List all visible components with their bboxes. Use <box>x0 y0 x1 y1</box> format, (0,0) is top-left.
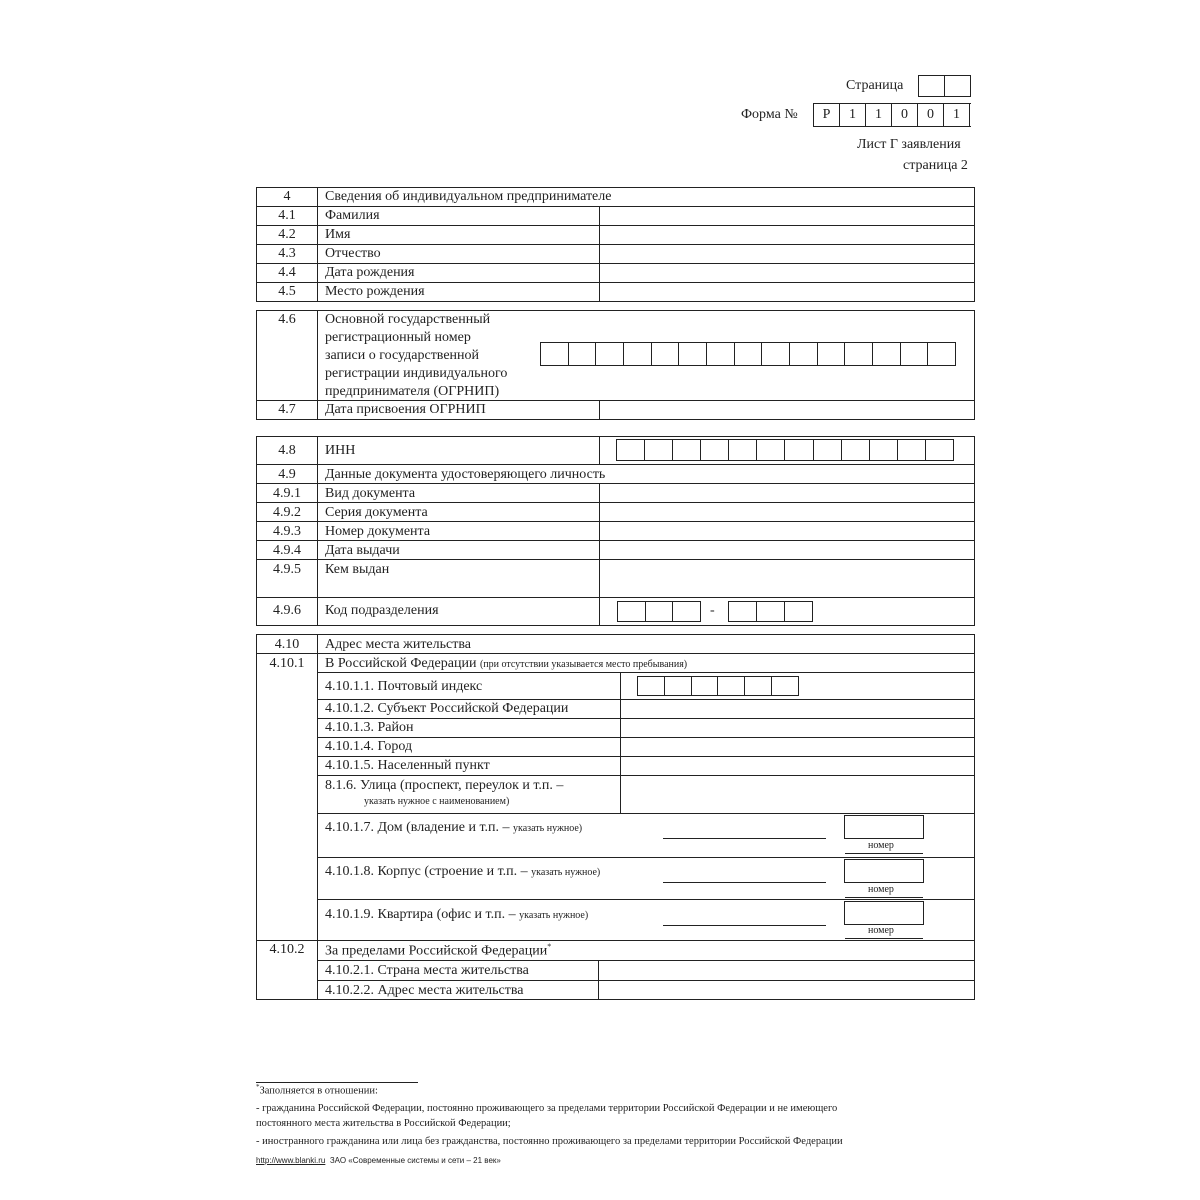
source-link[interactable]: http://www.blanki.ru <box>256 1156 326 1165</box>
flat-number-box[interactable] <box>844 901 924 925</box>
ogrnip-date-label: Дата присвоения ОГРНИП <box>325 402 486 417</box>
row-num: 4.7 <box>278 402 296 417</box>
abroad-country-label: 4.10.2.1. Страна места жительства <box>325 963 529 978</box>
address-title: Адрес места жительства <box>325 637 471 652</box>
house-number-caption: номер <box>868 840 894 851</box>
row-num: 4.1 <box>278 208 296 223</box>
city-field[interactable] <box>622 738 973 755</box>
doc-series-field[interactable] <box>601 503 973 520</box>
district-field[interactable] <box>622 719 973 736</box>
row-num: 4 <box>283 189 291 204</box>
birth-place-field[interactable] <box>601 283 973 300</box>
abroad-country-field[interactable] <box>600 961 973 979</box>
form-code-cell: Р <box>814 104 840 126</box>
ogrnip-digit-boxes[interactable] <box>540 342 956 366</box>
footnote-line: - гражданина Российской Федерации, постоянно проживающего за пределами территории Российской Федерации и не имеющего <box>256 1103 838 1114</box>
doc-title: Данные документа удостоверяющего личность <box>325 467 606 482</box>
form-code-cell: 1 <box>944 104 970 126</box>
rf-address-note: (при отсутствии указывается место пребывания) <box>479 659 688 670</box>
doc-series-label: Серия документа <box>325 505 428 520</box>
row-num: 4.9.1 <box>273 486 301 501</box>
footnote-line: - иностранного гражданина или лица без гражданства, постоянно проживающего за пределами территории Российской Федерации <box>256 1136 843 1147</box>
surname-label: Фамилия <box>325 208 380 223</box>
patronymic-field[interactable] <box>601 245 973 262</box>
ogrnip-label-line: предпринимателя (ОГРНИП) <box>325 384 500 399</box>
form-label: Форма № <box>741 107 798 122</box>
form-code-cell: 0 <box>892 104 918 126</box>
settlement-label: 4.10.1.5. Населенный пункт <box>325 758 490 773</box>
page-number-boxes[interactable] <box>918 75 971 97</box>
row-num: 4.3 <box>278 246 296 261</box>
korpus-label-text: 4.10.1.8. Корпус (строение и т.п. – <box>325 864 528 879</box>
row-num: 4.9.5 <box>273 562 301 577</box>
footnote-title <box>256 1083 378 1099</box>
rf-address-title: В Российской Федерации <box>325 656 477 671</box>
form-code-cell: 1 <box>866 104 892 126</box>
house-label <box>325 821 582 835</box>
doc-issuer-field[interactable] <box>601 560 973 596</box>
abroad-label <box>325 943 551 959</box>
footnote-line: постоянного места жительства в Российской Федерации; <box>256 1118 511 1129</box>
street-label: 8.1.6. Улица (проспект, переулок и т.п. – <box>325 778 564 793</box>
postal-index-boxes[interactable] <box>637 676 799 696</box>
rf-address-label <box>325 657 687 671</box>
row-num: 4.9.6 <box>273 603 301 618</box>
source-text: ЗАО «Современные системы и сети – 21 век» <box>329 1156 501 1165</box>
inn-digit-boxes[interactable] <box>616 439 954 461</box>
row-num: 4.10.2 <box>269 942 305 957</box>
inn-label: ИНН <box>325 443 356 458</box>
flat-label-text: 4.10.1.9. Квартира (офис и т.п. – <box>325 907 516 922</box>
region-field[interactable] <box>622 700 973 717</box>
street-note: указать нужное с наименованием) <box>364 796 510 807</box>
doc-date-label: Дата выдачи <box>325 543 400 558</box>
source-line <box>256 1156 501 1167</box>
surname-field[interactable] <box>601 207 973 224</box>
doc-issuer-label: Кем выдан <box>325 562 390 577</box>
house-label-text: 4.10.1.7. Дом (владение и т.п. – <box>325 820 510 835</box>
korpus-number-box[interactable] <box>844 859 924 883</box>
row-num: 4.9.2 <box>273 505 301 520</box>
postal-index-label: 4.10.1.1. Почтовый индекс <box>325 679 483 694</box>
district-label: 4.10.1.3. Район <box>325 720 414 735</box>
sheet-label: Лист Г заявления <box>857 137 961 152</box>
row-num: 4.9 <box>278 467 296 482</box>
row-num: 4.4 <box>278 265 296 280</box>
ogrnip-label-line: записи о государственной <box>325 348 480 363</box>
ogrnip-date-field[interactable] <box>601 401 973 419</box>
page-label: Страница <box>846 78 904 93</box>
ogrnip-label-line: регистрационный номер <box>325 330 471 345</box>
flat-type-line[interactable] <box>663 925 826 926</box>
flat-number-caption: номер <box>868 925 894 936</box>
form-code-cell: 0 <box>918 104 944 126</box>
house-type-line[interactable] <box>663 838 826 839</box>
row-num: 4.2 <box>278 227 296 242</box>
city-label: 4.10.1.4. Город <box>325 739 413 754</box>
korpus-number-caption: номер <box>868 884 894 895</box>
korpus-label <box>325 865 600 879</box>
birth-place-label: Место рождения <box>325 284 425 299</box>
name-label: Имя <box>325 227 351 242</box>
ogrnip-label-line: Основной государственный <box>325 312 491 327</box>
house-number-box[interactable] <box>844 815 924 839</box>
korpus-type-line[interactable] <box>663 882 826 883</box>
section-title: Сведения об индивидуальном предпринимателе <box>325 189 612 204</box>
page-digit-box[interactable] <box>919 76 945 96</box>
division-code-label: Код подразделения <box>325 603 439 618</box>
birth-date-label: Дата рождения <box>325 265 415 280</box>
row-num: 4.5 <box>278 284 296 299</box>
doc-number-label: Номер документа <box>325 524 431 539</box>
form-code-boxes <box>813 103 971 127</box>
birth-date-field[interactable] <box>601 264 973 281</box>
division-code-dash: - <box>710 603 715 618</box>
region-label: 4.10.1.2. Субъект Российской Федерации <box>325 701 569 716</box>
division-code-part2[interactable] <box>728 601 813 622</box>
form-code-cell: 1 <box>840 104 866 126</box>
row-num: 4.9.3 <box>273 524 301 539</box>
name-field[interactable] <box>601 226 973 243</box>
row-num: 4.10 <box>274 637 300 652</box>
abroad-label-text: За пределами Российской Федерации <box>325 943 548 959</box>
row-num: 4.8 <box>278 443 296 458</box>
row-num: 4.10.1 <box>269 656 305 671</box>
sheet-page: страница 2 <box>903 158 968 173</box>
korpus-note: указать нужное) <box>531 867 601 878</box>
doc-date-field[interactable] <box>601 541 973 558</box>
settlement-field[interactable] <box>622 757 973 774</box>
row-num: 4.6 <box>278 312 296 327</box>
page-digit-box[interactable] <box>945 76 971 96</box>
doc-type-label: Вид документа <box>325 486 416 501</box>
patronymic-label: Отчество <box>325 246 381 261</box>
abroad-address-field[interactable] <box>600 981 973 999</box>
footnote-title-text: Заполняется в отношении: <box>259 1085 378 1097</box>
street-field[interactable] <box>622 776 973 812</box>
ogrnip-label-line: регистрации индивидуального <box>325 366 508 381</box>
flat-note: указать нужное) <box>519 910 589 921</box>
doc-number-field[interactable] <box>601 522 973 539</box>
flat-label <box>325 908 588 922</box>
doc-type-field[interactable] <box>601 484 973 501</box>
row-num: 4.9.4 <box>273 543 301 558</box>
footnote-mark: * <box>256 1083 260 1091</box>
division-code-part1[interactable] <box>617 601 701 622</box>
footnote-mark: * <box>547 942 552 951</box>
house-note: указать нужное) <box>513 823 583 834</box>
abroad-address-label: 4.10.2.2. Адрес места жительства <box>325 983 524 998</box>
